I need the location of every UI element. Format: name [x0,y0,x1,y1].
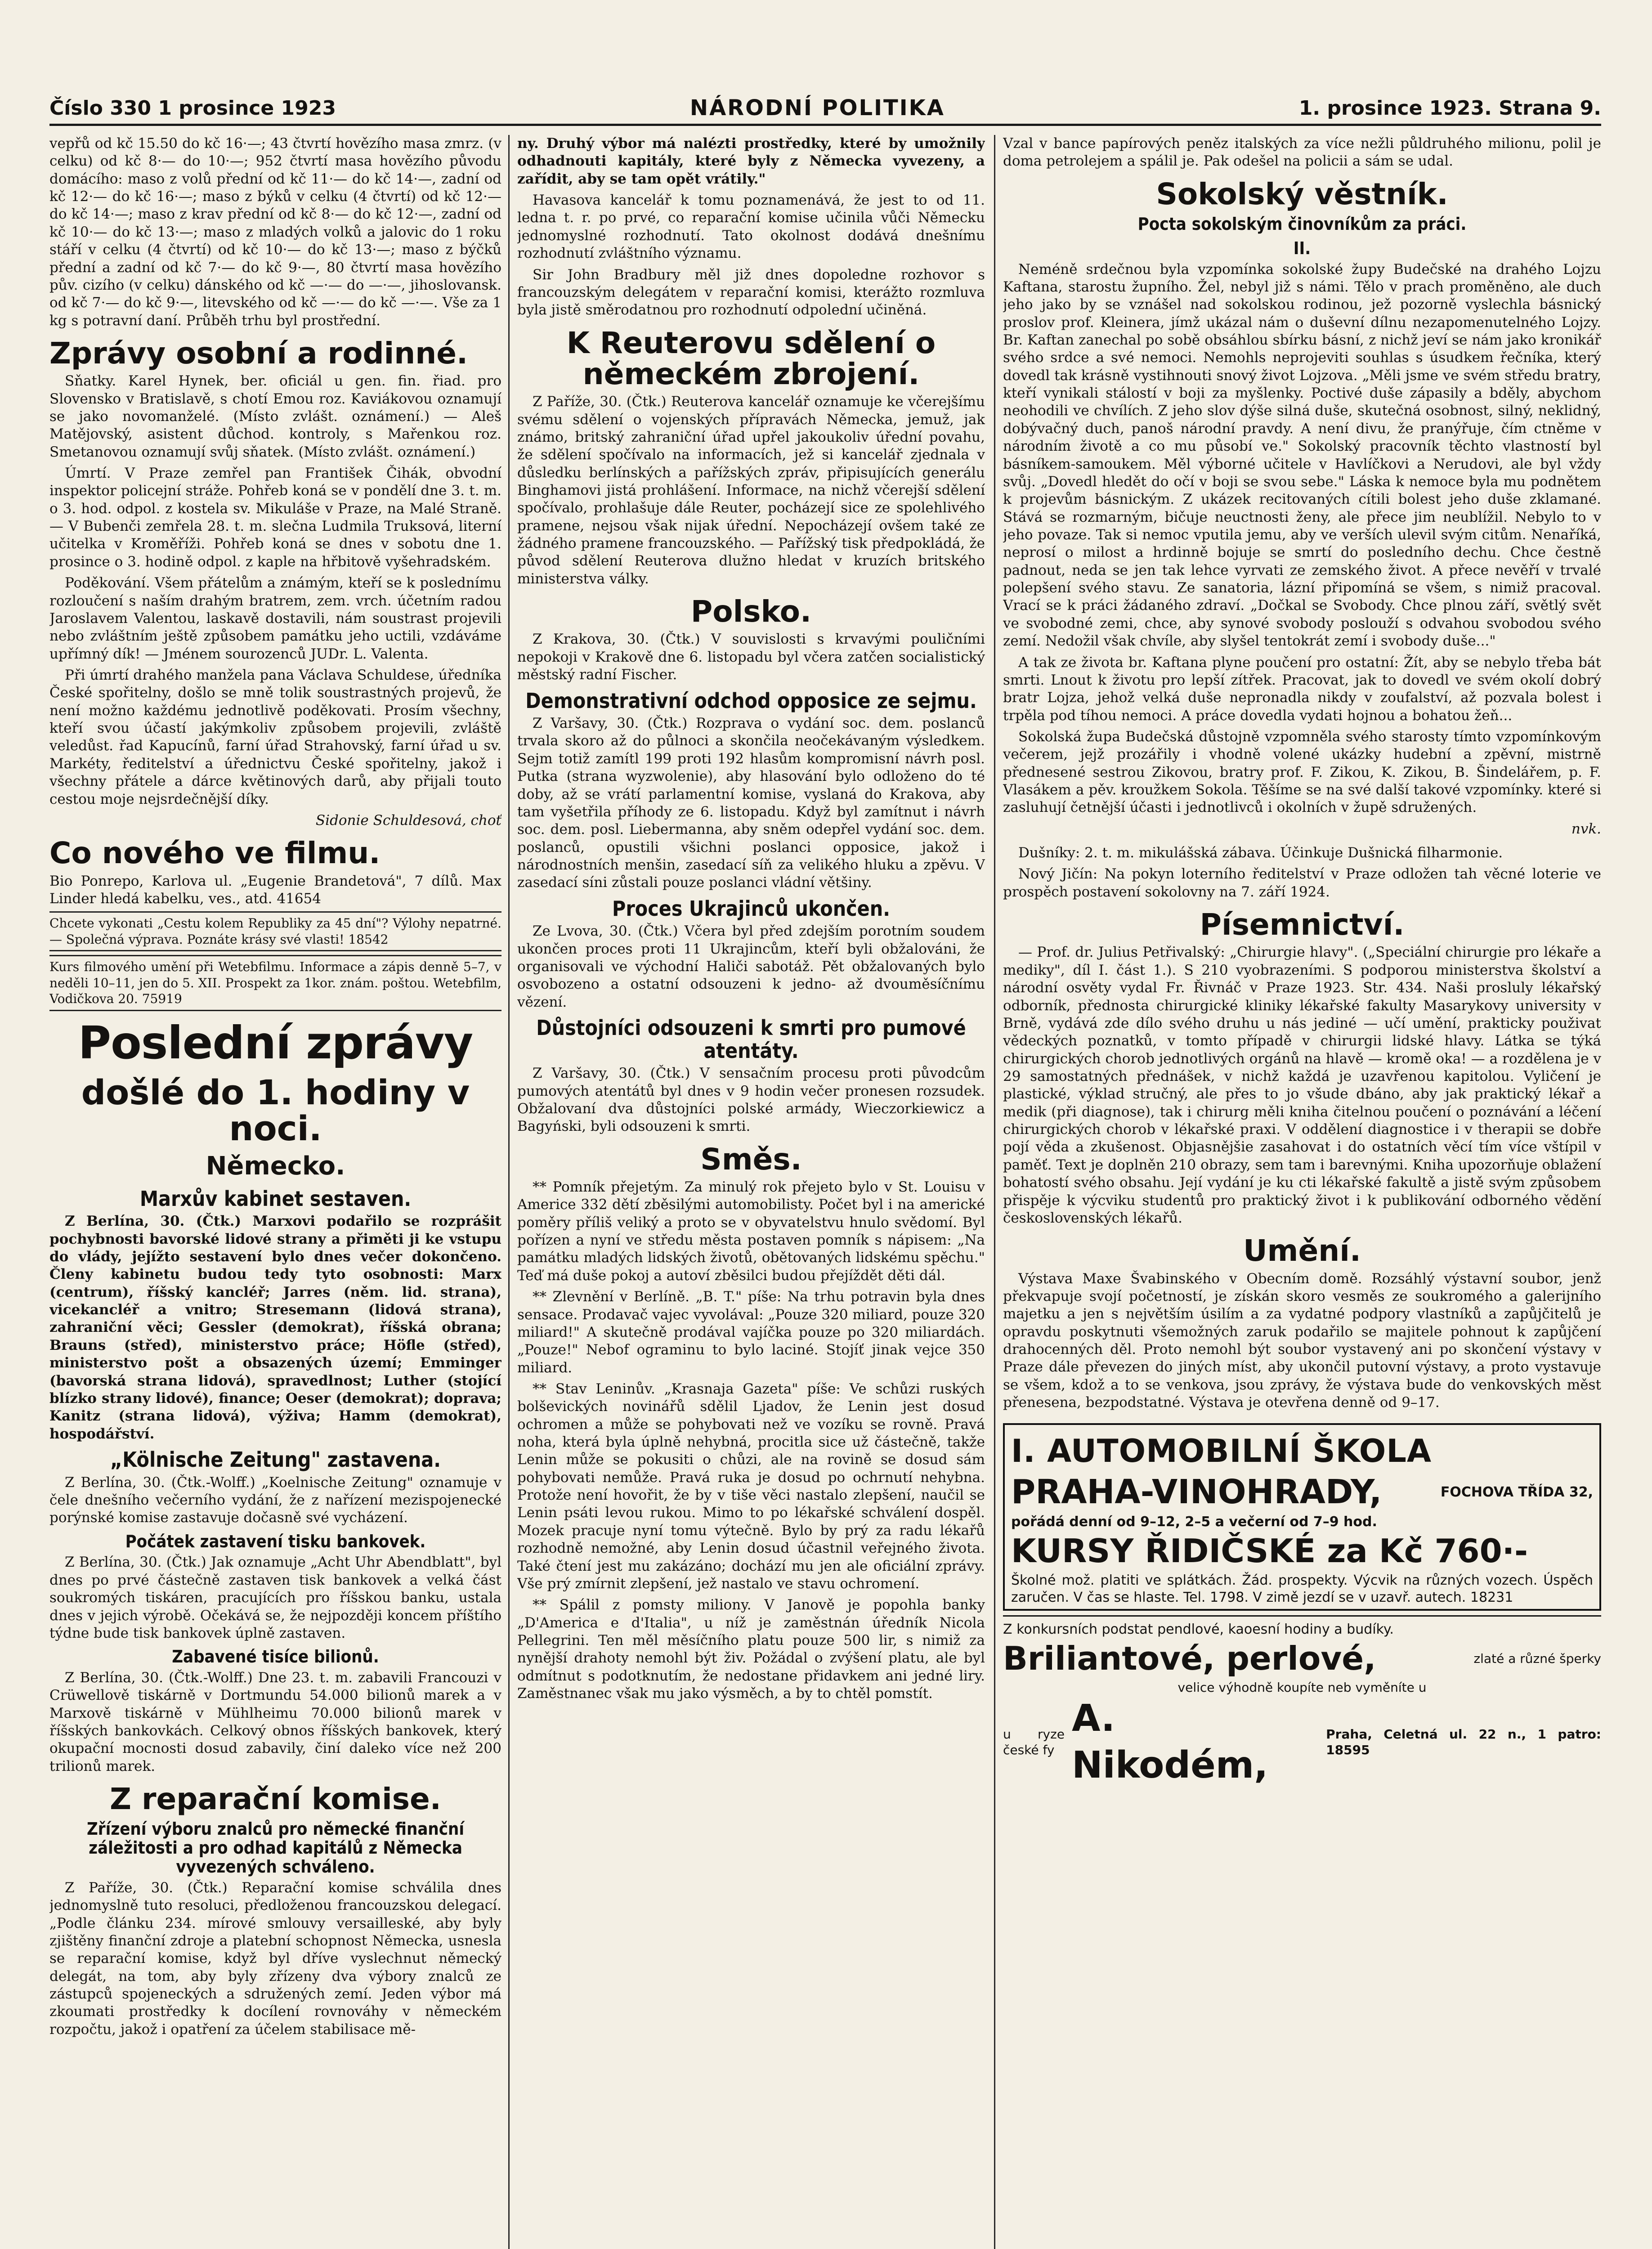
section-heading: Sokolský věstník. [1156,176,1448,211]
paragraph: Sir John Bradbury měl již dnes dopoledne rozhovor s francouzským delegátem v reparační komisi, kterážto rozmluva byla jistě směrodatnou pro rozhodnutí odpolední učiněná. [517,266,985,318]
paragraph: Z Berlína, 30. (Čtk.) Marxovi podařilo se rozprášit pochybnosti bavorské lidové strany a přiměti ji ke vstupu do vlády, jejížto sestavení bylo dnes večer dokončeno. Členy kabinetu budou tedy tyto osobnosti: Marx (centrum), říšský kancléř; Jarres (něm. lid. strana), vicekancléř a vnitro; Stresemann (lidová strana), zahraniční věci; Gessler (demokrat), říšská obrana; Brauns (střed), ministerstvo práce; Höfle (střed), ministerstvo pošt a obsazených území; Emminger (bavorská strana lidová), spravedlnost; Luther (stojící blízko strany lidové), finance; Oeser (demokrat); doprava; Kanitz (strana lidová), výživa; Hamm (demokrat), hospodářství. [49,1213,501,1442]
header-right: 1. prosince 1923. Strana 9. [1298,96,1601,120]
paragraph: Z Berlína, 30. (Čtk.-Wolff.) „Koelnische Zeitung" oznamuje v čele dnešního večerního vydání, že z nařízení mezispojenecké porýnské komise zastavuje dočasně své vycházení. [49,1474,501,1526]
paragraph: Nový Jičín: Na pokyn loterního ředitelství v Praze odložen tah věcné loterie ve prospěch postavení sokolovny na 7. září 1924. [1003,866,1601,900]
column-rule [508,135,510,2249]
paragraph: ny. Druhý výbor má nalézti prostředky, které by umožnily odhadnouti kapitály, které byly z Německa vyvezeny, a zařídit, aby se tam opět vrátily." [517,135,985,187]
section-heading: Umění. [1243,1233,1361,1268]
ad-prefix: u ryze české fy [1003,1726,1065,1758]
film-notice: Bio Ponrepo, Karlova ul. „Eugenie Brandetová", 7 dílů. Max Linder hledá kabelku, ves., atd. 41654 [49,873,501,907]
ad-company-address: Praha, Celetná ul. 22 n., 1 patro: 18595 [1326,1726,1601,1758]
ad-course: KURSY ŘIDIČSKÉ za Kč 760·- [1011,1532,1528,1570]
paragraph: Havasova kancelář k tomu poznamenává, že jest to od 11. ledna t. r. po prvé, co reparační komise učinila vůči Německu jednomyslné rozhodnutí. Tato okolnost dodává dnešnímu rozhodnutí zvláštního významu. [517,192,985,262]
section-heading: Poslední zprávy [78,1016,473,1069]
jeweller-advertisement [1003,1615,1601,1789]
paragraph: Z Varšavy, 30. (Čtk.) Rozprava o vydání soc. dem. poslanců trvala skoro až do půlnoci a skončila neočekávaným výsledkem. Sejm totiž zamítl 199 proti 192 hlasům kompromisní návrh posl. Putka (strana wyzwolenie), aby hlasování bylo odloženo do té doby, až se vrátí parlamentní komise, vyslaná do Krakova, aby tam vyšetřila příhody ze 6. listopadu. Když byl zamítnut i návrh soc. dem. posl. Liebermanna, aby sněm odepřel vydání soc. dem. poslanců, opustili všichni poslanci opposice, jakož i národnostních menšin, zasedací síň za velikého hluku a zpěvu. V zasedací síni zůstali pouze poslanci vládní většiny. [517,715,985,891]
advertisement: Kurs filmového umění při Wetebfilmu. Informace a zápis denně 5–7, v neděli 10–11, jen do 5. XII. Prospekt za 1kor. znám. poštou. Wetebfilm, Vodičkova 20. 75919 [49,955,501,1011]
paragraph: Z Berlína, 30. (Čtk.-Wolff.) Dne 23. t. m. zabavili Francouzi v Crüwellově tiskárně v Dortmundu 54.000 bilionů marek a v Marxově tiskárně v Mühlheimu 70.000 bilionů marek v říšských bankovkách. Celkový obnos říšských bankovek, který okupační mocnosti dosud zabavily, činí daleko více než 200 trilionů marek. [49,1670,501,1774]
article-headline: Demonstrativní odchod opposice ze sejmu. [525,688,977,713]
article-headline: Marxův kabinet sestaven. [139,1186,412,1211]
column-1 [49,135,501,2249]
ad-title: I. AUTOMOBILNÍ ŠKOLA [1011,1433,1432,1470]
paragraph: Úmrtí. V Praze zemřel pan František Čihák, obvodní inspektor policejní stráže. Pohřeb koná se v pondělí dne 3. t. m. o 3. hod. odpol. z kostela sv. Mikuláše v Praze, na Malé Straně. — V Bubenči zemřela 28. t. m. slečna Ludmila Truksová, literní učitelka v Kroměříži. Pohřeb koná se dnes v sobotu dne 1. prosince o 3. hodině odpol. z kaple na hřbitově vyšehradském. [49,465,501,570]
paragraph: Sokolská župa Budečská důstojně vzpomněla svého starosty tímto vzpomínkovým večerem, jejž prozářily i vhodně volené ukázky hudební a zpěvní, mistrně přednesené sestrou Zikovou, bratry prof. F. Zikou, K. Zikou, B. Šindelářem, p. F. Vlasákem a pěv. kroužkem Sokola. Těšíme se na své další takové vzpomínky. které si zasluhují četnější účasti i jednotlivců i okolních v župě sdružených. [1003,728,1601,816]
section-heading: Z reparační komise. [110,1782,441,1817]
country-heading: Polsko. [690,594,812,629]
paragraph: Z Krakova, 30. (Čtk.) V souvislosti s krvavými pouličními nepokoji v Krakově dne 6. listopadu byl včera zatčen socialistický městský radní Fischer. [517,631,985,683]
article-headline: Počátek zastavení tisku bankovek. [125,1531,426,1551]
ad-city: PRAHA-VINOHRADY, [1011,1473,1382,1512]
paragraph: ** Stav Leninův. „Krasnaja Gazeta" píše: Ve schůzi ruských bolševických novinářů sdělil Ljadov, že Lenin jest dosud ochromen a může se pohybovati než ve vozíku se rovně. Pravá noha, která byla úplně nehybná, procitla sice už částečně, takže Lenin může se pokusiti o chůzi, ale na rovině se dosud sám pohybovati nemůže. Pravá ruka je dosud po ochrnutí nehybna. Protože není hovořit, že by v tiše věci nastalo zlepšení, naučil se Lenin psáti levou rukou. Mimo to po lékařské schválení dospěl. Mozek pracuje nyní tomu výtečně. Bylo by prý za radu lékařů rozhodně nemožné, aby Lenin dosud účastnil veřejného života. Také čtení jest mu zakázáno; dochází mu jen ale oficiální zprávy. Vše prý zmírnit zlepšení, jež nastalo ve stavu ochromení. [517,1380,985,1592]
article-headline: Důstojníci odsouzeni k smrti pro pumové atentáty. [536,1016,966,1063]
section-heading: K Reuterovu sdělení o německém zbrojení. [566,325,936,391]
column-rule [994,135,995,2249]
paragraph: ** Spálil z pomsty miliony. V Janově je popohla banky „D'America e d'Italia", u níž je zaměstnán úředník Nicola Pellegrini. Ten měl měsíčního platu pouze 500 lir, s nimiž za nynější drahoty nemohl být živ. Požádal o zvýšení platu, ale byl odmítnut s podotknutím, že nedostane přidavkem ani jedné liry. Zaměstnanec však mu jako výsměch, a by to chtěl pomstít. [517,1597,985,1702]
ad-details: Školné mož. platiti ve splátkách. Žád. prospekty. Výcvik na různých vozech. Úspěch zaručen. V čas se hlaste. Tel. 1798. V zimě jezdí se v uzavř. autech. 18231 [1011,1572,1593,1605]
ad-address: FOCHOVA TŘÍDA 32, [1440,1484,1593,1501]
page-header [49,92,1601,126]
paragraph: ** Zlevnění v Berlíně. „B. T." píše: Na trhu potravin byla dnes sensace. Prodavač vajec vyvolával: „Pouze 320 miliard, pouze 320 miliard!" A skutečně prodával vajíčka pouze po 320 miliardách. „Pouze!" Nebof ograminu to bylo laciné. Stojíť jinak vejce 350 miliard. [517,1289,985,1376]
market-report: vepřů od kč 15.50 do kč 16·—; 43 čtvrtí hovězího masa zmrz. (v celku) od kč 8·— do 10·—; 952 čtvrtí masa hovězího původu domácího: maso z volů přední od kč 11·— do kč 14·—, zadní od kč 12·— do kč 16·—; maso z býků v celku (4 čtvrtí) od kč 12·— do kč 14·—; maso z krav přední od kč 8·— do kč 12·—, zadní od kč 10·— do kč 13·—; maso z mladých volků a jalovic do 1 roku stáří v celku (4 čtvrtí) od kč 10·— do kč 13·—; maso z býčků přední a zadní od kč 7·— do kč 9·—, 80 čtvrtí masa hovězího pův. cizího (v celku) dánského od kč —·— do —·—, jihoslovansk. od kč 7·— do kč 9·—, litevského od kč —·— do kč —·—. Vše za 1 kg s potravní daní. Průběh trhu byl prostřední. [49,135,501,329]
paragraph: ** Pomník přejetým. Za minulý rok přejeto bylo v St. Louisu v Americe 332 dětí zběsilými automobilisty. Počet byl i na americké poměry příliš veliký a proto se v obyvatelstvu hnulo svědomí. Byl pořízen a nyní ve středu města postaven pomník s nápisem: „Na památku mladých lidských životů, obětovaných lidskému spěchu." Teď má duše pokoj a autoví zběsilci budou přejíždět děti dál. [517,1179,985,1284]
section-heading: Co nového ve filmu. [49,836,381,871]
section-heading: Písemnictví. [1200,907,1405,942]
article-headline: Zabavené tisíce bilionů. [172,1647,379,1667]
signature: Sidonie Schuldesová, choť [315,812,501,829]
ad-hours: pořádá denní od 9–12, 2–5 a večerní od 7–9 hod. [1011,1514,1377,1530]
ad-company-name: A. Nikodém, [1072,1697,1268,1787]
paragraph: Ze Lvova, 30. (Čtk.) Včera byl před zdejším porotním soudem ukončen proces proti 11 Ukrajincům, kteří byli obžalováni, že organisovali ve východní Haliči sabotáž. Pět obžalovaných bylo osvobozeno a ostatní odsouzeni k jedno- až dvouměsíčnímu vězení. [517,923,985,1010]
article-subheading: Zřízení výboru znalců pro německé finanční záležitosti a pro odhad kapitálů z Německa vyvezených schváleno. [86,1819,465,1877]
paragraph: Z Paříže, 30. (Čtk.) Reuterova kancelář oznamuje ke včerejšímu svému sdělení o vojenských přípravách Německa, jemuž, jak známo, britský zahraniční úřad upřel jakoukoliv úřední povahu, že sdělení spočívalo na informacích, jež si kancelář zjednala v důsledku berlínských a pařížských zpráv, připisujících generálu Binghamovi jistá prohlášení. Informace, na nichž včerejší sdělení spočívalo, prohlašuje dále Reuter, pocházejí sice ze spolehlivého pramene, nejsou však nijak úřední. Nepocházejí ovšem také ze žádného pramene francouzského. — Pařížský tisk předpokládá, že původ sdělení Reuterova dlužno hledat v kruzích britského ministerstva války. [517,394,985,587]
paragraph: Dušníky: 2. t. m. mikulášská zábava. Účinkuje Dušnická filharmonie. [1018,845,1503,861]
driving-school-advertisement [1003,1423,1601,1611]
paragraph: Při úmrtí drahého manžela pana Václava Schuldese, úředníka České spořitelny, došlo se mně tolik soustrastných projevů, že není možno každému jednotlivě poděkovati. Prosím všechny, kteří svou účastí jakýmkoliv způsobem projevili, zvláště veledůst. řad Kapucínů, farní úřad Strahovský, farní úřad u sv. Markéty, ředitelství a úřednictvu České spořitelny, jakož i všechny přátele a dárce květinových darů, aby přijali touto cestou moje nejsrdečnější díky. [49,667,501,807]
section-heading: Směs. [700,1142,802,1177]
paragraph: — Prof. dr. Julius Petřivalský: „Chirurgie hlavy". („Speciální chirurgie pro lékaře a mediky", díl I. část 1.). S 210 vyobrazeními. S podporou ministerstva školství a národní osvěty vydal Fr. Řivnáč v Praze 1923. Str. 434. Naši prosluly lékařský odborník, přednosta chirurgické kliniky lékařské fakulty Masarykovy university v Brně, vydává zde dílo svého druhu u nás jediné — učí umění, prakticky použivat vědeckých poznatků, v tomto případě v chirurgii lidské hlavy. Látka se týká chirurgických chorob jednotlivých orgánů na hlavě — kromě oka! — a rozdělena je v 29 samostatných přednášek, v nichž každá je uzavřenou kapitolou. Vyličení je plastické, výklad stručný, ale přes to jo všude dbáno, aby jak praktický lékař a medik (při diagnose), tak i chirurg měli kniha čitelnou poučení o poznávání a léčení chirurgických chorob v lékařské praxi. V oddělení diagnostice i v therapii se dobře pojí věda a zkušenost. Objasnějšie zasahovat i do ostatních věcí tím více vštípil v paměť. Text je doplněn 210 obrazy, sem tam i barevnými. Kniha upozorňuje oblažení bohatostí svého obsahu. Její vydání je ku cti lékařské fakultě a jistě svým způsobem přispěje k výcviku studentů pro praktický život i k publikování odborného vědění československých lékařů. [1003,944,1601,1226]
paragraph: Z Varšavy, 30. (Čtk.) V sensačním procesu proti původcům pumových atentátů byl dnes v 9 hodin večer pronesen rozsudek. Obžalovaní dva důstojníci polské armády, Wieczorkiewicz a Bagyński, byli odsouzeni k smrti. [517,1065,985,1135]
ad-text: velice výhodně koupíte neb vyměníte u [1177,1680,1427,1695]
article-number: II. [1293,238,1311,258]
paragraph: Vzal v bance papírových peněz italských za více nežli půldruhého milionu, polil je doma petrolejem a spálil je. Pak odešel na policii a sám se udal. [1003,135,1601,170]
paragraph: Sňatky. Karel Hynek, ber. oficiál u gen. fin. řiad. pro Slovensko v Bratislavě, s chotí Emou roz. Kaviákovou oznamují se jako novomanželé. (Místo zvlášt. oznámení.) — Aleš Matějovský, asistent důchod. kontroly, s Mařenkou roz. Smetanovou oznamují svůj sňatek. (Místo zvlášt. oznámení.) [49,373,501,460]
header-left: Číslo 330 1 prosince 1923 [49,96,336,120]
advertisement: Chcete vykonati „Cestu kolem Republiky za 45 dní"? Výlohy nepatrné. — Společná výprava. Poznáte krásy své vlasti! 18542 [49,911,501,951]
article-headline: „Kölnische Zeitung" zastavena. [110,1447,441,1472]
column-3 [1003,135,1601,2249]
article-headline: Pocta sokolským činovníkům za práci. [1137,214,1467,234]
section-heading: Zprávy osobní a rodinné. [49,336,468,371]
ad-intro: Z konkursních podstat pendlové, kaoesní hodiny a budíky. [1003,1621,1394,1637]
paragraph: Poděkování. Všem přátelům a známým, kteří se k poslednímu rozloučení s naším drahým bratrem, zem. vrch. účetním radou Jaroslavem Valentou, laskavě dostavili, nám soustrast projevili nebo zvláštním ještě způsobem památku jeho uctili, vzdáváme upřímný dík! — Jménem sourozenců JUDr. L. Valenta. [49,575,501,662]
article-headline: Proces Ukrajinců ukončen. [612,896,890,921]
ad-side-text: zlaté a různé šperky [1473,1651,1601,1667]
column-2 [517,135,985,2249]
section-subheading: došlé do 1. hodiny v noci. [81,1072,470,1148]
ad-headline: Briliantové, perlové, [1003,1640,1376,1678]
paragraph: Z Paříže, 30. (Čtk.) Reparační komise schválila dnes jednomyslně tuto resoluci, předloženou francouzskou delegací. „Podle článku 234. mírové smlouvy versailleské, aby byly zjištěny finanční zdroje a platební schopnost Německa, usnesla se reparační komise, když byl dříve vyslechnut německý delegát, na tom, aby byly zřízeny dva výbory znalců ze zástupců spojeneckých a sdružených zemí. Jeden výbor má zkoumati prostředky k docílení rovnováhy v německém rozpočtu, jakož i opatření za účelem stabilisace mě- [49,1879,501,2038]
paragraph: Z Berlína, 30. (Čtk.) Jak oznamuje „Acht Uhr Abendblatt", byl dnes po prvé částečně zastaven tisk bankovek a velká část soukromých tiskáren, pracujících pro říšskou banku, ustala dnes v jejich výrobě. Očekává se, že nejpozději koncem příštího týdne bude tisk bankovek úplně zastaven. [49,1554,501,1641]
masthead-title: NÁRODNÍ POLITIKA [689,95,945,121]
paragraph: A tak ze života br. Kaftana plyne poučení pro ostatní: Žít, aby se nebylo třeba bát smrti. Lnout k životu pro lepší zítřek. Pracovat, jak to dovedl ve svém okolí dobrý bratr Lojza, jehož velká duše nepronadla nikdy v zoufalství, až pozvala bolest i trpěla pod tíhou nemoci. A práce dovedla vydati hojnou a bohatou žeň... [1003,654,1601,724]
paragraph: Výstava Maxe Švabinského v Obecním domě. Rozsáhlý výstavní soubor, jenž překvapuje svojí početností, je získán skoro vesměs ze soukromého a galerijního majetku a jen s největším úsilím a za vydatné podpory vlastníků a zapůjčitelů je opravdu poskytnuti všemožných zaruk podařilo se majitele pohnout k zapůjčení drahocenných děl. Proto nemohl být soubor vystavený ani po skončení výstavy v Praze dále převezen do jiných míst, aby ukončil putovní výstavy, a proto vystavuje se všem, kdož a to se venkova, jsou zprávy, že výstava bude do venkovských měst přenesena, bezpodstatné. Výstava je otevřena denně od 9–17. [1003,1270,1601,1411]
country-heading: Německo. [206,1151,345,1181]
paragraph: Neméně srdečnou byla vzpomínka sokolské župy Budečské na drahého Lojzu Kaftana, starostu župního. Žel, nebyl již s námi. Tělo v prach proměněno, ale duch jeho jako by se vznášel nad sokolskou rodinou, jež pozorně vyslechla básnický proslov prof. Kleinera, jímž ukázal nám o duševní dílnu nezapomenutelného Lojzy. Br. Kaftan zanechal po sobě obsáhlou sbírku básní, z nichž jeví se nám jako kronikář svého srdce a své nemoci. Nemohls neprojeviti souhlas s úsudkem řečníka, který dovedl tak krásně vystihnouti snový život Lojzova. „Měli jsme ve svém středu bratry, kteří vynikali stálostí v boji za myšlenky. Poctivé duše zápasily a bděly, abychom neohodili ve chvílích. Z jeho slov dýše silná duše, skutečná osobnost, silný, neklidný, dobývačný duch, panoš národní pravdy. A není divu, že pranýřuje, čím ctněme v národním životě a co mu působí ve." Sokolský pracovník těchto vlastností byl básníkem-samoukem. Měl výborné učitele v Havlíčkovi a Nerudovi, ale byl vždy svůj. „Dovedl hledět do očí v boji se svou sebe." Láska k nemoce byla mu podnětem k projevům básnickým. Z ukázek recitovaných cítili bolest jeho duše zklamané. Stává se rozmarným, bičuje neuctnosti ženy, ale přece jim neublížil. Nebylo to v jeho povaze. Tak si nemoc vputila jemu, aby ve verších ulevil svým citům. Nenaříká, neprosí o milost a hrdinně bojuje se smrtí do posledního dechu. Chce čestně padnout, neda se jen tak lehce vyrvati ze zemského život. A přece nevěří v trvalé polepšení svého stavu. Ze sanatoria, lázní připomíná se všem, s nimiž pracoval. Vrací se k práci žádaného zdraví. „Dočkal se Svobody. Chce plnou září, světlý svět ve svobodné zemi, chce, aby synové svobody poslouží s odvahou svobodou svého zemí. Nedožil však chvíle, aby slyšel tentokrát zemí i svobody duše..." [1003,261,1601,650]
signature: nvk. [1571,820,1601,837]
